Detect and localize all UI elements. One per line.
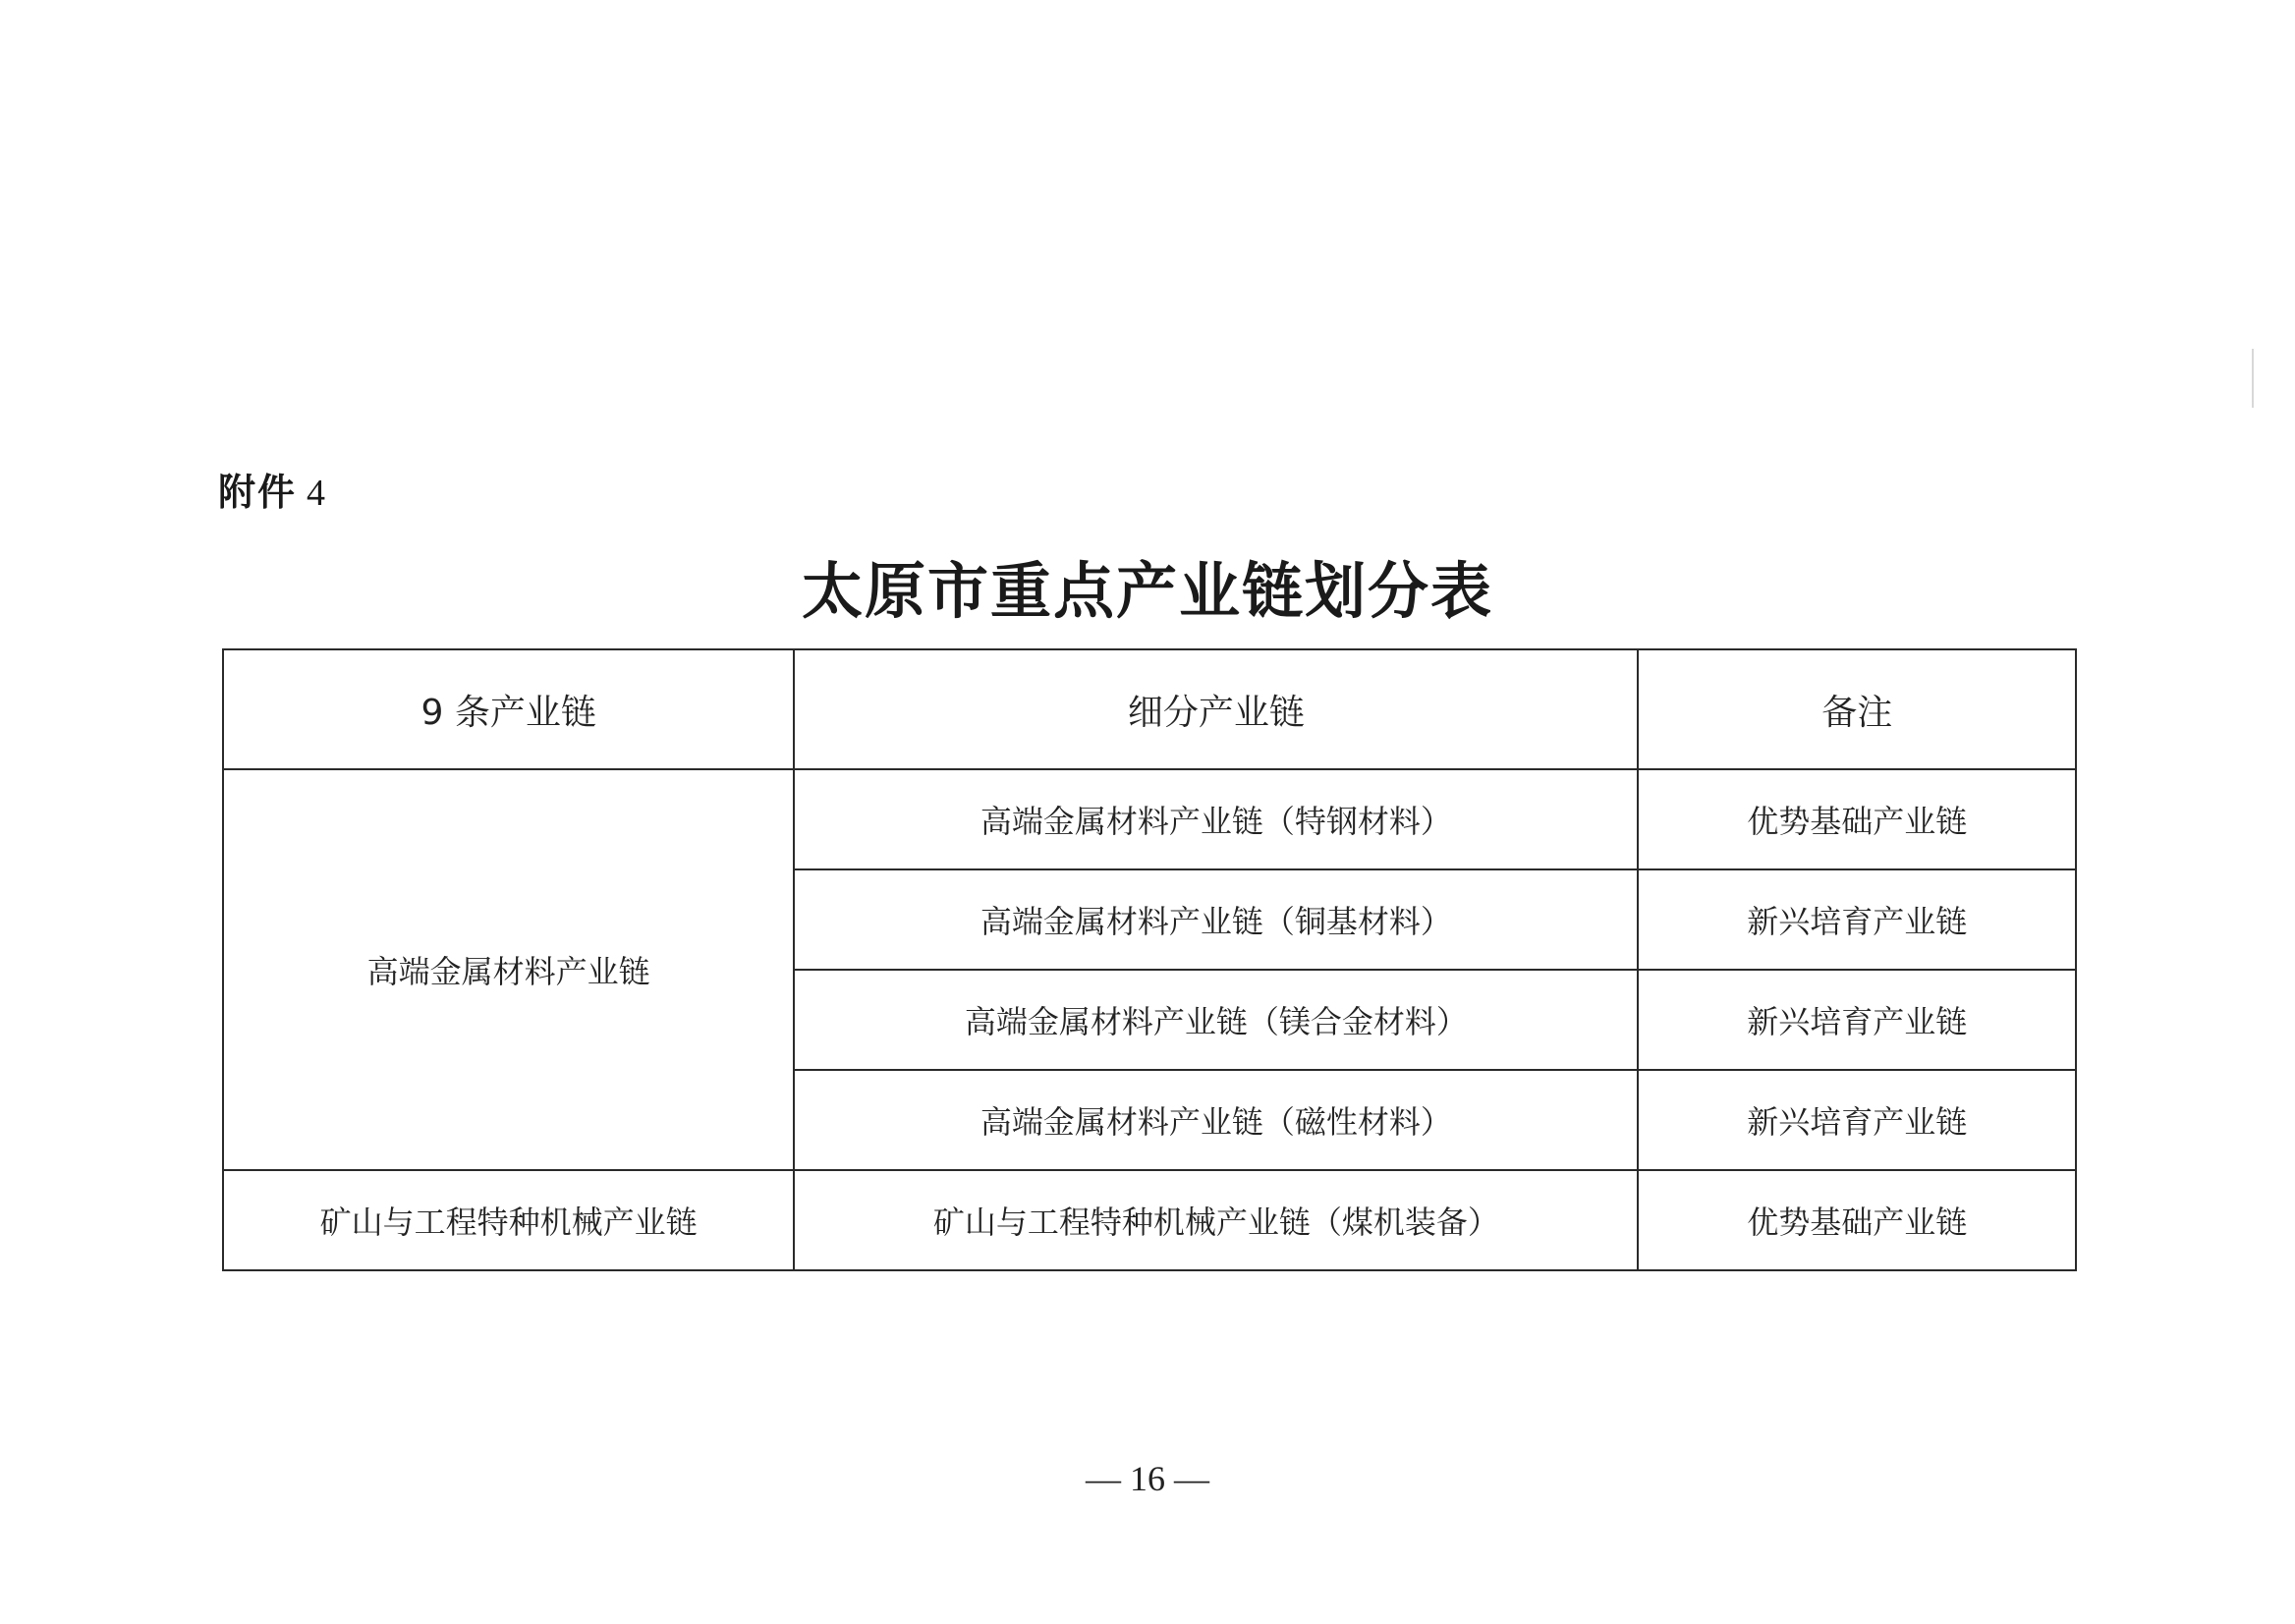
industry-chain-table [222, 648, 2077, 1271]
chain-cell: 矿山与工程特种机械产业链 [223, 1170, 794, 1270]
chain-cell: 高端金属材料产业链 [223, 769, 794, 1170]
table-header-row [223, 649, 2076, 769]
scan-edge-mark [2252, 349, 2254, 408]
note-cell: 新兴培育产业链 [1638, 1070, 2076, 1170]
header-note: 备注 [1638, 649, 2076, 769]
sub-chain-cell: 高端金属材料产业链（磁性材料） [794, 1070, 1638, 1170]
sub-chain-cell: 矿山与工程特种机械产业链（煤机装备） [794, 1170, 1638, 1270]
note-cell: 优势基础产业链 [1638, 769, 2076, 869]
page-number: — 16 — [1086, 1459, 1209, 1498]
note-cell: 优势基础产业链 [1638, 1170, 2076, 1270]
table-row [223, 1170, 2076, 1270]
header-chain: 9 条产业链 [223, 649, 794, 769]
table-row [223, 769, 2076, 869]
sub-chain-cell: 高端金属材料产业链（铜基材料） [794, 869, 1638, 970]
note-cell: 新兴培育产业链 [1638, 970, 2076, 1070]
attachment-number: 4 [307, 473, 328, 514]
sub-chain-cell: 高端金属材料产业链（镁合金材料） [794, 970, 1638, 1070]
attachment-label [218, 462, 327, 516]
document-title: 太原市重点产业链划分表 [801, 555, 1493, 627]
attachment-text: 附件 [218, 471, 298, 514]
header-sub-chain: 细分产业链 [794, 649, 1638, 769]
note-cell: 新兴培育产业链 [1638, 869, 2076, 970]
sub-chain-cell: 高端金属材料产业链（特钢材料） [794, 769, 1638, 869]
